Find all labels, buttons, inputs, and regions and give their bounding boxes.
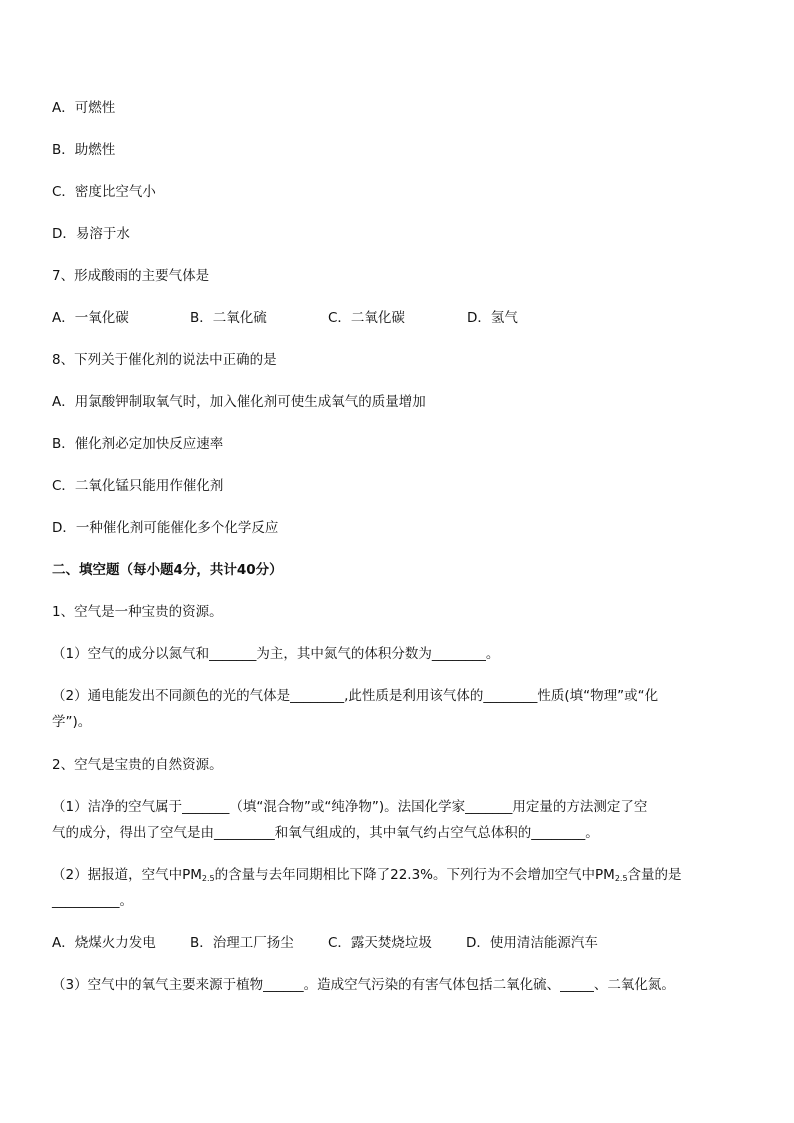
fill2-part1-line1: （1）洁净的空气属于_______（填“混合物”或“纯净物”)。法国化学家_______用定量的方法测定了空: [52, 799, 648, 815]
fill2-options-row: [52, 934, 752, 952]
q6-option-a: A．可燃性: [52, 100, 116, 116]
fill2-part3: （3）空气中的氧气主要来源于植物______。造成空气污染的有害气体包括二氧化硫、_____、二氧化氮。: [52, 977, 675, 993]
fill2-stem: 2、空气是宝贵的自然资源。: [52, 757, 223, 773]
q6-option-c: C．密度比空气小: [52, 184, 156, 200]
fill1-part2-line2: 学”)。: [52, 714, 92, 730]
q7-option-c: C．二氧化碳: [328, 310, 405, 326]
fill2-part2-blank: __________。: [52, 893, 133, 909]
q7-option-b: B．二氧化硫: [190, 310, 267, 326]
q7-option-d: D．氢气: [467, 310, 518, 326]
fill2-option-a: A．烧煤火力发电: [52, 935, 156, 951]
q6-option-b: B．助燃性: [52, 142, 116, 158]
fill2-option-c: C．露天焚烧垃圾: [328, 935, 432, 951]
fill2-part2-text2: 的含量与去年同期相比下降了22.3%。下列行为不会增加空气中PM: [214, 867, 615, 883]
q8-option-b: B．催化剂必定加快反应速率: [52, 436, 224, 452]
q7-options-row: [52, 309, 752, 327]
pm-subscript-1: 2.5: [201, 874, 215, 883]
fill1-part2-line1: （2）通电能发出不同颜色的光的气体是________,此性质是利用该气体的________性质(填“物理”或“化: [52, 688, 659, 704]
q7-stem: 7、形成酸雨的主要气体是: [52, 268, 210, 284]
pm-subscript-2: 2.5: [614, 874, 628, 883]
fill1-stem: 1、空气是一种宝贵的资源。: [52, 604, 223, 620]
q8-option-a: A．用氯酸钾制取氧气时，加入催化剂可使生成氧气的质量增加: [52, 394, 426, 410]
section-heading: 二、填空题（每小题4分，共计40分）: [52, 562, 283, 578]
fill2-part2-text3: 含量的是: [627, 867, 682, 883]
q8-option-c: C．二氧化锰只能用作催化剂: [52, 478, 224, 494]
q7-option-a: A．一氧化碳: [52, 310, 129, 326]
fill2-part1-line2: 气的成分，得出了空气是由_________和氧气组成的，其中氧气约占空气总体积的________。: [52, 825, 599, 841]
q6-option-d: D．易溶于水: [52, 226, 130, 242]
fill2-part2-text1: （2）据报道，空气中PM: [52, 867, 202, 883]
q8-option-d: D．一种催化剂可能催化多个化学反应: [52, 520, 279, 536]
fill2-option-b: B．治理工厂扬尘: [190, 935, 294, 951]
fill2-option-d: D．使用清洁能源汽车: [466, 935, 598, 951]
q8-stem: 8、下列关于催化剂的说法中正确的是: [52, 352, 277, 368]
fill1-part1: （1）空气的成分以氮气和_______为主，其中氮气的体积分数为________。: [52, 646, 500, 662]
fill2-part2-line1: [52, 866, 682, 884]
